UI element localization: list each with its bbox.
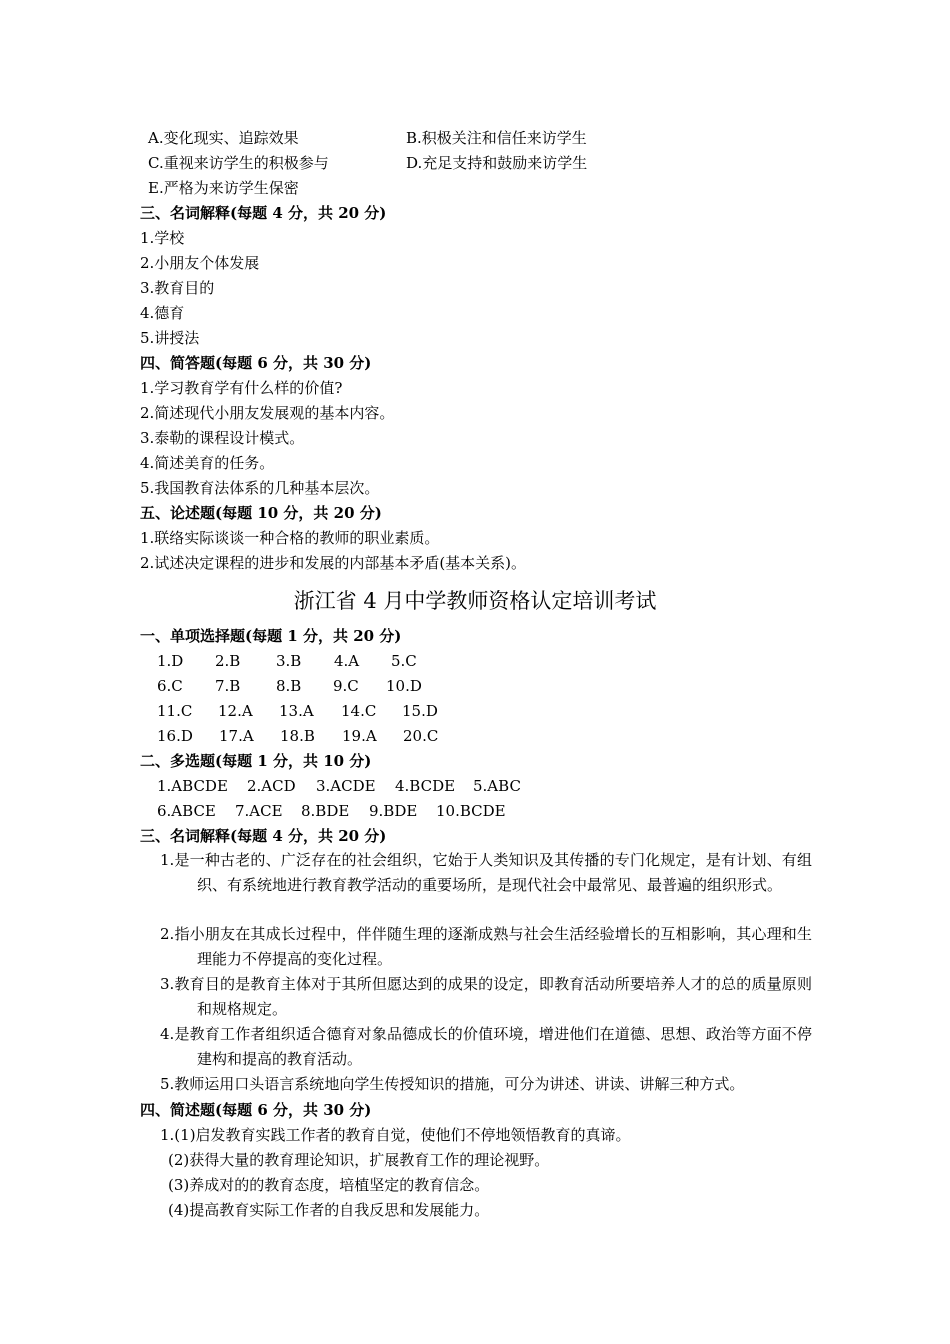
answer-item: 7.ACE: [235, 802, 283, 820]
definition-item: 4.是教育工作者组织适合德育对象品德成长的价值环境，增进他们在道德、思想、政治等方面不停建构和提高的教育活动。: [160, 1025, 812, 1068]
answer-item: 1.ABCDE: [157, 777, 228, 795]
definition-item: 5.教师运用口头语言系统地向学生传授知识的措施，可分为讲述、讲读、讲解三种方式。: [160, 1075, 745, 1093]
answer-item: 4.BCDE: [395, 777, 456, 795]
answer-item: 20.C: [403, 727, 439, 745]
answer-item: 6.ABCE: [157, 802, 216, 820]
answer-item: 14.C: [341, 702, 377, 720]
question-item: 4.简述美育的任务。: [140, 454, 275, 472]
answer-item: 7.B: [215, 677, 241, 695]
answer-line: (2)获得大量的教育理论知识，扩展教育工作的理论视野。: [168, 1151, 550, 1169]
section-heading: 四、简述题(每题 6 分，共 30 分): [140, 1101, 372, 1119]
question-item: 3.教育目的: [140, 279, 215, 297]
option-c: C.重视来访学生的积极参与: [148, 154, 329, 172]
answer-item: 15.D: [402, 702, 438, 720]
answer-title: 浙江省 4 月中学教师资格认定培训考试: [293, 589, 657, 613]
answer-item: 8.BDE: [301, 802, 350, 820]
question-item: 5.我国教育法体系的几种基本层次。: [140, 479, 380, 497]
option-e: E.严格为来访学生保密: [148, 179, 299, 197]
section-heading: 五、论述题(每题 10 分，共 20 分): [140, 504, 382, 522]
answer-line: (4)提高教育实际工作者的自我反思和发展能力。: [168, 1201, 490, 1219]
answer-item: 2.B: [215, 652, 241, 670]
answer-item: 5.C: [391, 652, 417, 670]
question-item: 4.德育: [140, 304, 185, 322]
question-item: 2.试述决定课程的进步和发展的内部基本矛盾(基本关系)。: [140, 554, 527, 572]
option-a: A.变化现实、追踪效果: [148, 129, 299, 147]
answer-item: 10.BCDE: [436, 802, 506, 820]
answer-item: 9.C: [333, 677, 359, 695]
option-d: D.充足支持和鼓励来访学生: [406, 154, 588, 172]
section-heading: 二、多选题(每题 1 分，共 10 分): [140, 752, 372, 770]
section-heading: 三、名词解释(每题 4 分，共 20 分): [140, 827, 387, 845]
answer-item: 3.ACDE: [316, 777, 376, 795]
answer-item: 17.A: [219, 727, 254, 745]
section-heading: 三、名词解释(每题 4 分，共 20 分): [140, 204, 387, 222]
answer-item: 3.B: [276, 652, 302, 670]
question-item: 1.学校: [140, 229, 185, 247]
question-item: 2.小朋友个体发展: [140, 254, 260, 272]
answer-item: 10.D: [386, 677, 422, 695]
section-heading: 一、单项选择题(每题 1 分，共 20 分): [140, 627, 402, 645]
answer-item: 8.B: [276, 677, 302, 695]
answer-item: 4.A: [334, 652, 360, 670]
option-b: B.积极关注和信任来访学生: [406, 129, 587, 147]
answer-item: 12.A: [218, 702, 253, 720]
answer-line: 1.(1)启发教育实践工作者的教育自觉，使他们不停地领悟教育的真谛。: [160, 1126, 631, 1144]
answer-item: 13.A: [279, 702, 314, 720]
definition-item: 1.是一种古老的、广泛存在的社会组织，它始于人类知识及其传播的专门化规定，是有计划、有组织、有系统地进行教育教学活动的重要场所，是现代社会中最常见、最普遍的组织形式。: [160, 851, 812, 894]
section-heading: 四、简答题(每题 6 分，共 30 分): [140, 354, 372, 372]
answer-item: 6.C: [157, 677, 183, 695]
answer-item: 2.ACD: [247, 777, 296, 795]
answer-item: 11.C: [157, 702, 193, 720]
answer-item: 16.D: [157, 727, 193, 745]
answer-item: 9.BDE: [369, 802, 418, 820]
answer-item: 1.D: [157, 652, 184, 670]
definition-item: 2.指小朋友在其成长过程中，伴伴随生理的逐渐成熟与社会生活经验增长的互相影响，其心理和生理能力不停提高的变化过程。: [160, 925, 812, 968]
answer-item: 5.ABC: [473, 777, 521, 795]
question-item: 1.联络实际谈谈一种合格的教师的职业素质。: [140, 529, 440, 547]
question-item: 1.学习教育学有什么样的价值?: [140, 379, 343, 397]
answer-item: 18.B: [280, 727, 315, 745]
question-item: 5.讲授法: [140, 329, 200, 347]
answer-line: (3)养成对的的教育态度，培植坚定的教育信念。: [168, 1176, 490, 1194]
question-item: 3.泰勒的课程设计模式。: [140, 429, 305, 447]
question-item: 2.简述现代小朋友发展观的基本内容。: [140, 404, 395, 422]
definition-item: 3.教育目的是教育主体对于其所但愿达到的成果的设定，即教育活动所要培养人才的总的质量原则和规格规定。: [160, 975, 812, 1018]
answer-item: 19.A: [342, 727, 377, 745]
